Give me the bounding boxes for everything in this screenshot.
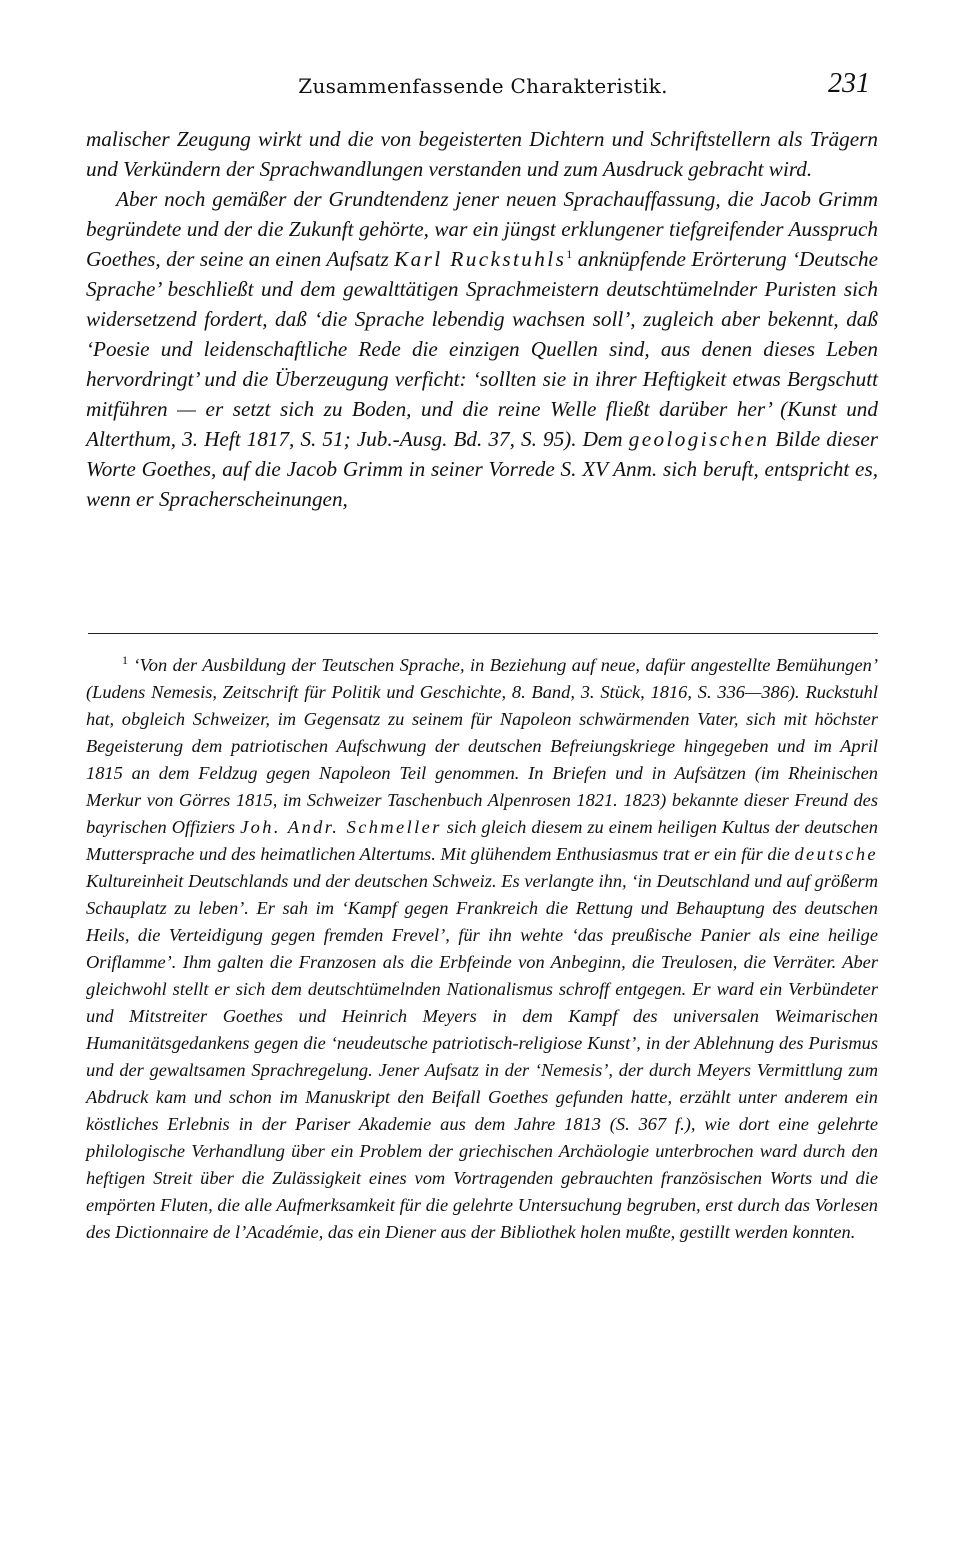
running-head <box>88 68 878 104</box>
text-run: anknüpfende Erörterung ‘Deutsche Sprache’ beschließt und dem gewalttätigen Sprachmeistern deutschtümelnder Puristen sich widersetzend fordert, daß ‘die Sprache lebendig wachsen soll’, zugleich aber bekennt, daß ‘Poesie und leidenschaftliche Rede die einzigen Quellen sind, aus denen dieses Leben hervordringt’ und die Überzeugung verficht: ‘sollten sie in ihrer Heftigkeit etwas Bergschutt mitführen — er setzt sich zu Boden, und die reine Welle fließt darüber her’ (Kunst und Alterthum, 3. Heft 1817, S. 51; Jub.-Ausg. Bd. 37, S. 95). Dem <box>86 247 878 451</box>
text-run: Bilde dieser Worte Goethes, auf die Jacob Grimm in seiner Vorrede S. XV Anm. sich beruft, entspricht es, wenn er Spracherscheinungen, <box>86 427 878 511</box>
text-run: Aber noch gemäßer der Grundtendenz jener neuen Sprachauffassung, die Jacob Grimm begründete und der die Zukunft gehörte, war ein jüngst erklungener tiefgreifender Ausspruch Goethes, der seine an einen Aufsatz <box>86 187 878 271</box>
main-text <box>86 124 878 514</box>
footnote-reference[interactable]: 1 <box>566 246 573 261</box>
footnote <box>86 652 878 1246</box>
paragraph-goethe <box>86 184 878 514</box>
spaced-name-ruckstuhl: Karl Ruckstuhls <box>394 247 567 271</box>
spaced-word-geologischen: geologischen <box>628 427 770 451</box>
footnote-divider <box>88 633 878 634</box>
spaced-word-deutsche: deutsche <box>794 844 878 864</box>
running-title: Zusammenfassende Charakteristik. <box>298 74 668 98</box>
text-run: sich gleich diesem zu einem heiligen Kultus der deutschen Muttersprache und des heimatlichen Altertums. Mit glühendem Enthusiasmus trat er ein für die <box>86 817 879 864</box>
text-run: ‘Von der Ausbildung der Teutschen Sprache, in Beziehung auf neue, dafür angestellte Bemühungen’ (Ludens Nemesis, Zeitschrift für Politik und Geschichte, 8. Band, 3. Stück, 1816, S. 336—386). Ruckstuhl hat, obgleich Schweizer, im Gegensatz zu seinem für Napoleon schwärmenden Vater, sich mit höchster Begeisterung dem patriotischen Aufschwung der deutschen Befreiungskriege hingegeben und im April 1815 an dem Feldzug gegen Napoleon Teil genommen. In Briefen und in Aufsätzen (im Rheinischen Merkur von Görres 1815, im Schweizer Taschenbuch Alpenrosen 1821. 1823) bekannte dieser Freund des bayrischen Offiziers <box>86 655 878 837</box>
page-number: 231 <box>828 68 870 99</box>
spaced-name-schmeller: Joh. Andr. Schmeller <box>240 817 442 837</box>
paragraph-continued: malischer Zeugung wirkt und die von begeisterten Dichtern und Schriftstellern als Trägern und Verkündern der Sprachwandlungen verstanden und zum Ausdruck gebracht wird. <box>86 127 878 181</box>
text-run: Kultureinheit Deutschlands und der deutschen Schweiz. Es verlangte ihn, ‘in Deutschland und auf größerm Schauplatz zu leben’. Er sah im ‘Kampf gegen Frankreich die Rettung und Behauptung des deutschen Heils, die Verteidigung gegen fremden Frevel’, für ihn wehte ‘das preußische Panier als eine heilige Oriflamme’. Ihm galten die Franzosen als die Erbfeinde von Anbeginn, die Treulosen, die Verräter. Aber gleichwohl stellt er sich dem deutschtümelnden Nationalismus schroff entgegen. Er ward ein Verbündeter und Mitstreiter Goethes und Heinrich Meyers in dem Kampf des universalen Weimarischen Humanitätsgedankens gegen die ‘neudeutsche patriotisch-religiose Kunst’, in der Ablehnung des Purismus und der gewaltsamen Sprachregelung. Jener Aufsatz in der ‘Nemesis’, der durch Meyers Vermittlung zum Abdruck kam und schon im Manuskript den Beifall Goethes gefunden hatte, erzählt unter anderem ein köstliches Erlebnis in der Pariser Akademie aus dem Jahre 1813 (S. 367 f.), wie dort eine gelehrte philologische Verhandlung über ein Problem der griechischen Archäologie unterbrochen ward durch den heftigen Streit über die Zulässigkeit eines vom Vortragenden gebrauchten französischen Worts und die empörten Fluten, die alle Aufmerksamkeit für die gelehrte Untersuchung begruben, erst durch das Vorlesen des Dictionnaire de l’Académie, das ein Diener aus der Bibliothek holen mußte, gestillt werden konnten. <box>86 871 878 1242</box>
footnote-paragraph <box>86 652 878 1246</box>
footnote-marker: 1 <box>122 652 128 667</box>
